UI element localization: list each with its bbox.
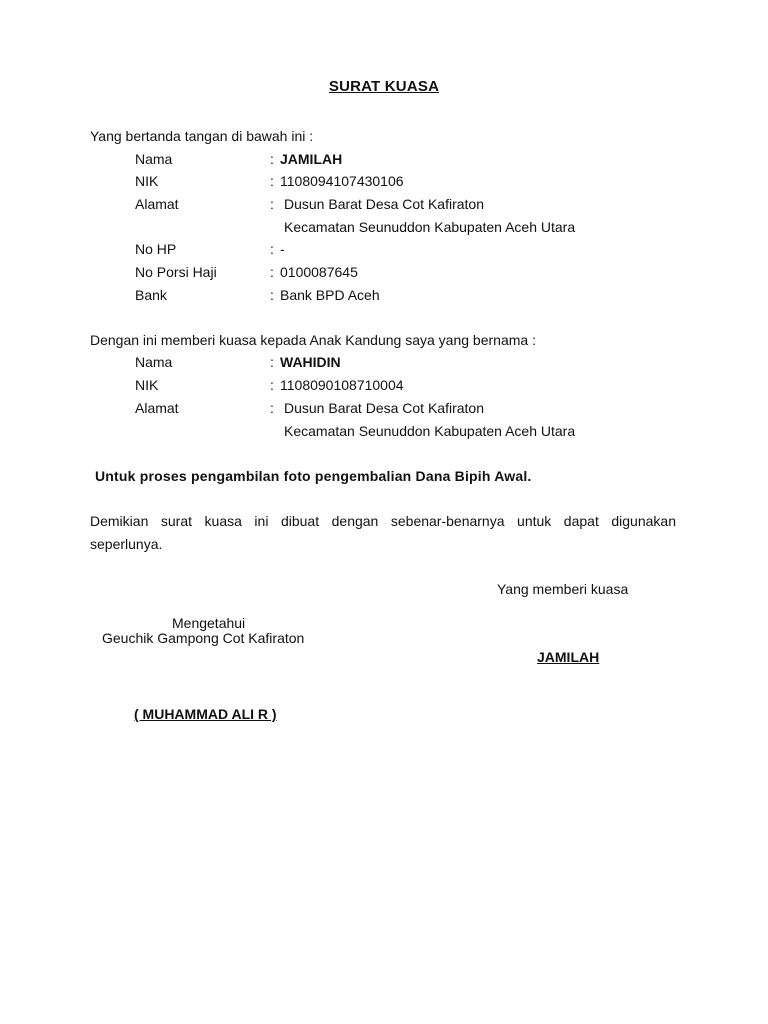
- closing-line-1: Demikian surat kuasa ini dibuat dengan sebenar-benarnya untuk dapat digunakan: [90, 513, 676, 529]
- grantor-porsi-colon: :: [270, 264, 274, 280]
- document-title: SURAT KUASA: [328, 78, 440, 95]
- intro-text: Yang bertanda tangan di bawah ini :: [90, 128, 314, 144]
- closing-line-2: seperlunya.: [90, 536, 163, 552]
- grantor-signature-heading: Yang memberi kuasa: [497, 581, 629, 597]
- grantor-nama-label: Nama: [135, 151, 173, 167]
- purpose-text: Untuk proses pengambilan foto pengembalian Dana Bipih Awal.: [95, 468, 532, 484]
- grantee-nama-label: Nama: [135, 354, 173, 370]
- grantee-nama-value: WAHIDIN: [280, 354, 341, 370]
- grantor-nohp-value: -: [280, 241, 285, 257]
- grantor-porsi-label: No Porsi Haji: [135, 264, 217, 280]
- grantor-nama-value: JAMILAH: [280, 151, 343, 167]
- witness-heading-1: Mengetahui: [172, 615, 246, 631]
- grantor-bank-label: Bank: [135, 287, 167, 303]
- grantor-bank-value: Bank BPD Aceh: [280, 287, 380, 303]
- grantor-porsi-value: 0100087645: [280, 264, 358, 280]
- grantor-nohp-colon: :: [270, 241, 274, 257]
- grantor-signature-name: JAMILAH: [537, 649, 600, 665]
- grantee-alamat-line1: Dusun Barat Desa Cot Kafiraton: [284, 400, 484, 416]
- grantor-bank-colon: :: [270, 287, 274, 303]
- grantor-nik-value: 1108094107430106: [280, 173, 404, 189]
- grantee-nama-colon: :: [270, 354, 274, 370]
- grantor-nama-colon: :: [270, 151, 274, 167]
- grantor-nik-label: NIK: [135, 173, 159, 189]
- grantor-nik-colon: :: [270, 173, 274, 189]
- witness-heading-2: Geuchik Gampong Cot Kafiraton: [102, 630, 305, 646]
- grantee-nik-value: 1108090108710004: [280, 377, 404, 393]
- grantee-alamat-colon: :: [270, 400, 274, 416]
- grantee-alamat-line2: Kecamatan Seunuddon Kabupaten Aceh Utara: [284, 423, 576, 439]
- grant-statement: Dengan ini memberi kuasa kepada Anak Kandung saya yang bernama :: [90, 332, 536, 348]
- grantor-nohp-label: No HP: [135, 241, 177, 257]
- grantee-nik-label: NIK: [135, 377, 159, 393]
- grantor-alamat-line1: Dusun Barat Desa Cot Kafiraton: [284, 196, 484, 212]
- grantor-alamat-colon: :: [270, 196, 274, 212]
- grantor-alamat-label: Alamat: [135, 196, 179, 212]
- grantor-alamat-line2: Kecamatan Seunuddon Kabupaten Aceh Utara: [284, 219, 576, 235]
- witness-signature-name: ( MUHAMMAD ALI R ): [134, 706, 277, 722]
- grantee-alamat-label: Alamat: [135, 400, 179, 416]
- grantee-nik-colon: :: [270, 377, 274, 393]
